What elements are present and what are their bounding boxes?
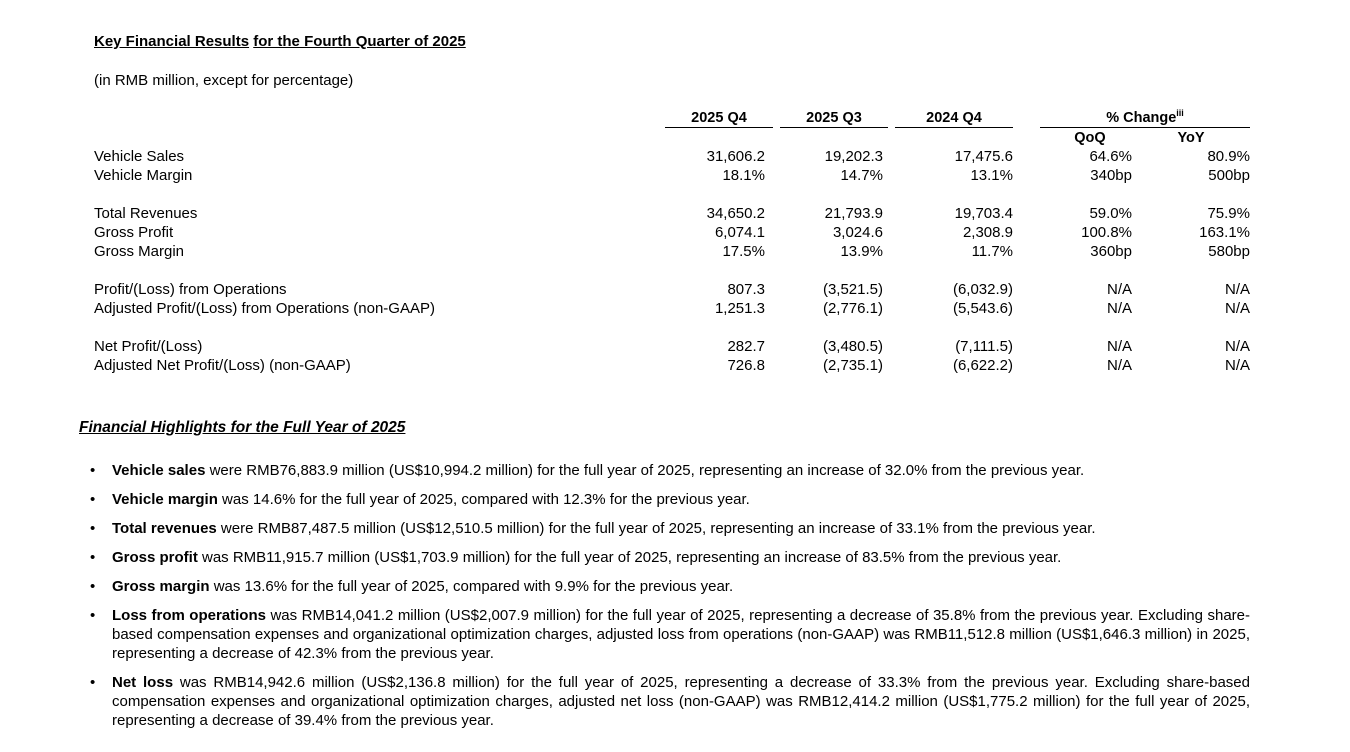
cell-2025q3: 13.9% xyxy=(840,243,883,260)
highlight-term: Vehicle sales xyxy=(112,462,206,479)
bullet-icon: • xyxy=(90,491,96,508)
col-header-2025q4: 2025 Q4 xyxy=(665,110,773,128)
cell-2025q3: 19,202.3 xyxy=(824,148,883,165)
row-label: Adjusted Net Profit/(Loss) (non-GAAP) xyxy=(94,357,351,374)
cell-2024q4: 19,703.4 xyxy=(954,205,1013,222)
highlight-term: Gross margin xyxy=(112,578,210,595)
cell-2024q4: (5,543.6) xyxy=(952,300,1013,317)
row-label: Vehicle Margin xyxy=(94,167,193,184)
cell-2024q4: (6,032.9) xyxy=(952,281,1013,298)
cell-qoq: 64.6% xyxy=(1089,148,1132,165)
cell-2025q3: (3,480.5) xyxy=(822,338,883,355)
row-label: Net Profit/(Loss) xyxy=(94,338,203,355)
pct-footnote: iii xyxy=(1176,108,1184,118)
cell-2025q4: 17.5% xyxy=(722,243,765,260)
cell-qoq: N/A xyxy=(1106,281,1132,298)
table-row xyxy=(0,205,1350,224)
table-row xyxy=(0,281,1350,300)
title-part1: Key Financial Results xyxy=(94,33,250,50)
title-part2: for the Fourth Quarter of 2025 xyxy=(253,33,466,50)
row-label: Vehicle Sales xyxy=(94,148,185,165)
cell-qoq: N/A xyxy=(1106,338,1132,355)
cell-yoy: N/A xyxy=(1224,281,1250,298)
col-header-2025q3: 2025 Q3 xyxy=(780,110,888,128)
cell-2025q4: 726.8 xyxy=(727,357,765,374)
cell-2025q3: (2,735.1) xyxy=(822,357,883,374)
bullet-icon: • xyxy=(90,549,96,566)
highlight-term: Total revenues xyxy=(112,520,217,537)
highlights-list xyxy=(90,461,1250,740)
cell-2025q3: 3,024.6 xyxy=(832,224,883,241)
table-row xyxy=(0,338,1350,357)
cell-yoy: 75.9% xyxy=(1207,205,1250,222)
cell-qoq: N/A xyxy=(1106,300,1132,317)
cell-2024q4: (6,622.2) xyxy=(952,357,1013,374)
bullet-icon: • xyxy=(90,607,96,624)
bullet-icon: • xyxy=(90,578,96,595)
cell-2024q4: 2,308.9 xyxy=(962,224,1013,241)
row-label: Total Revenues xyxy=(94,205,198,222)
cell-yoy: 163.1% xyxy=(1199,224,1250,241)
cell-2024q4: 17,475.6 xyxy=(954,148,1013,165)
cell-2025q4: 807.3 xyxy=(727,281,765,298)
highlight-text: were RMB87,487.5 million (US$12,510.5 million) for the full year of 2025, representing an increase of 33.1% from the previous year. xyxy=(216,520,1096,537)
highlight-text: was RMB14,041.2 million (US$2,007.9 million) for the full year of 2025, representing a decrease of 35.8% from the previous year. Excluding share-based compensation expenses and organizational optimization charges, adjusted loss from operations (non-GAAP) was RMB11,512.8 million (US$1,646.3 million) in 2025, representing a decrease of 42.3% from the previous year. xyxy=(112,607,1250,662)
cell-2024q4: (7,111.5) xyxy=(955,338,1013,355)
cell-2024q4: 13.1% xyxy=(970,167,1013,184)
table-row xyxy=(0,357,1350,376)
table-row xyxy=(0,243,1350,262)
bullet-icon: • xyxy=(90,520,96,537)
cell-yoy: 500bp xyxy=(1208,167,1250,184)
col-header-qoq: QoQ xyxy=(1074,130,1106,146)
highlight-term: Vehicle margin xyxy=(112,491,218,508)
cell-2025q3: (2,776.1) xyxy=(822,300,883,317)
cell-2025q4: 34,650.2 xyxy=(706,205,765,222)
pct-change-label: % Change xyxy=(1106,109,1177,126)
row-label: Gross Margin xyxy=(94,243,185,260)
col-header-yoy: YoY xyxy=(1177,130,1205,146)
list-item xyxy=(90,519,1250,538)
highlight-text: was RMB14,942.6 million (US$2,136.8 million) for the full year of 2025, representing a decrease of 33.3% from the previous year. Excluding share-based compensation expenses and organizational optimization charges, adjusted net loss (non-GAAP) was RMB12,414.2 million (US$1,775.2 million) for the full year of 2025, representing a decrease of 39.4% from the previous year. xyxy=(112,674,1250,729)
row-label: Gross Profit xyxy=(94,224,174,241)
cell-qoq: N/A xyxy=(1106,357,1132,374)
cell-2025q3: 21,793.9 xyxy=(824,205,883,222)
cell-yoy: N/A xyxy=(1224,338,1250,355)
section-title-full-year: Financial Highlights for the Full Year of 2025 xyxy=(79,419,406,436)
highlight-text: was 13.6% for the full year of 2025, compared with 9.9% for the previous year. xyxy=(209,578,734,595)
table-row xyxy=(0,300,1350,319)
highlight-term: Net loss xyxy=(112,674,174,691)
cell-2025q4: 1,251.3 xyxy=(714,300,765,317)
highlight-term: Gross profit xyxy=(112,549,198,566)
cell-2025q4: 6,074.1 xyxy=(714,224,765,241)
list-item xyxy=(90,673,1250,730)
cell-qoq: 360bp xyxy=(1090,243,1132,260)
highlight-text: were RMB76,883.9 million (US$10,994.2 million) for the full year of 2025, representing an increase of 32.0% from the previous year. xyxy=(205,462,1085,479)
bullet-icon: • xyxy=(90,674,96,691)
cell-2025q4: 31,606.2 xyxy=(706,148,765,165)
cell-2025q3: (3,521.5) xyxy=(822,281,883,298)
list-item xyxy=(90,461,1250,480)
row-label: Profit/(Loss) from Operations xyxy=(94,281,287,298)
col-header-pct-change xyxy=(1040,108,1250,128)
cell-yoy: 80.9% xyxy=(1207,148,1250,165)
cell-2025q4: 282.7 xyxy=(727,338,765,355)
list-item xyxy=(90,548,1250,567)
highlight-text: was 14.6% for the full year of 2025, compared with 12.3% for the previous year. xyxy=(217,491,750,508)
cell-yoy: N/A xyxy=(1224,300,1250,317)
col-header-2024q4: 2024 Q4 xyxy=(895,110,1013,128)
highlight-text: was RMB11,915.7 million (US$1,703.9 million) for the full year of 2025, representing an increase of 83.5% from the previous year. xyxy=(197,549,1062,566)
list-item xyxy=(90,490,1250,509)
list-item xyxy=(90,577,1250,596)
highlight-term: Loss from operations xyxy=(112,607,266,624)
cell-2024q4: 11.7% xyxy=(971,243,1013,260)
table-row xyxy=(0,148,1350,167)
units-note: (in RMB million, except for percentage) xyxy=(94,72,354,89)
list-item xyxy=(90,606,1250,663)
table-row xyxy=(0,167,1350,186)
bullet-icon: • xyxy=(90,462,96,479)
cell-yoy: N/A xyxy=(1224,357,1250,374)
cell-2025q4: 18.1% xyxy=(722,167,765,184)
cell-2025q3: 14.7% xyxy=(840,167,883,184)
cell-qoq: 340bp xyxy=(1090,167,1132,184)
table-row xyxy=(0,224,1350,243)
row-label: Adjusted Profit/(Loss) from Operations (non-GAAP) xyxy=(94,300,435,317)
page-title xyxy=(94,33,466,50)
cell-yoy: 580bp xyxy=(1208,243,1250,260)
cell-qoq: 100.8% xyxy=(1081,224,1132,241)
cell-qoq: 59.0% xyxy=(1089,205,1132,222)
